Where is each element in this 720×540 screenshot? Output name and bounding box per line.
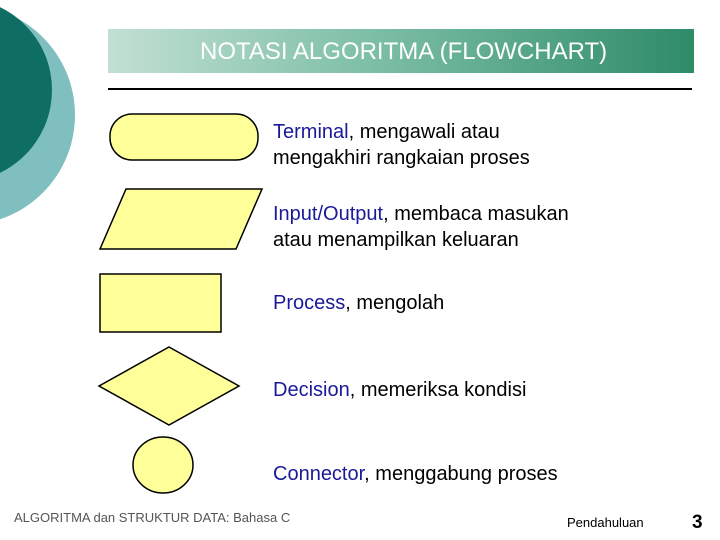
page-number: 3 xyxy=(692,512,703,533)
input-output-desc-line1: , membaca masukan xyxy=(383,203,569,225)
terminal-term: Terminal xyxy=(273,121,349,143)
terminal-symbol xyxy=(108,112,260,162)
footer-section: Pendahuluan xyxy=(567,515,644,530)
connector-term: Connector xyxy=(273,463,365,485)
decision-description xyxy=(273,377,526,403)
decision-term: Decision xyxy=(273,379,350,401)
process-description xyxy=(273,290,444,316)
process-symbol xyxy=(98,272,224,334)
title-divider xyxy=(108,88,692,90)
process-desc-line1: , mengolah xyxy=(345,292,445,314)
process-term: Process xyxy=(273,292,346,314)
input-output-desc-line2: atau menampilkan keluaran xyxy=(273,229,519,251)
connector-description xyxy=(273,461,558,487)
decision-symbol xyxy=(96,345,242,427)
footer-course-title: ALGORITMA dan STRUKTUR DATA: Bahasa C xyxy=(14,510,291,525)
corner-decoration xyxy=(0,0,110,260)
connector-desc-line1: , menggabung proses xyxy=(364,463,558,485)
input-output-term: Input/Output xyxy=(273,203,384,225)
terminal-desc-line1: , mengawali atau xyxy=(348,121,500,143)
terminal-desc-line2: mengakhiri rangkaian proses xyxy=(273,147,530,169)
input-output-symbol xyxy=(96,187,266,251)
terminal-description xyxy=(273,119,530,171)
decision-desc-line1: , memeriksa kondisi xyxy=(349,379,527,401)
connector-symbol xyxy=(130,435,196,495)
input-output-description xyxy=(273,201,569,253)
slide-title: NOTASI ALGORITMA (FLOWCHART) xyxy=(200,38,608,65)
